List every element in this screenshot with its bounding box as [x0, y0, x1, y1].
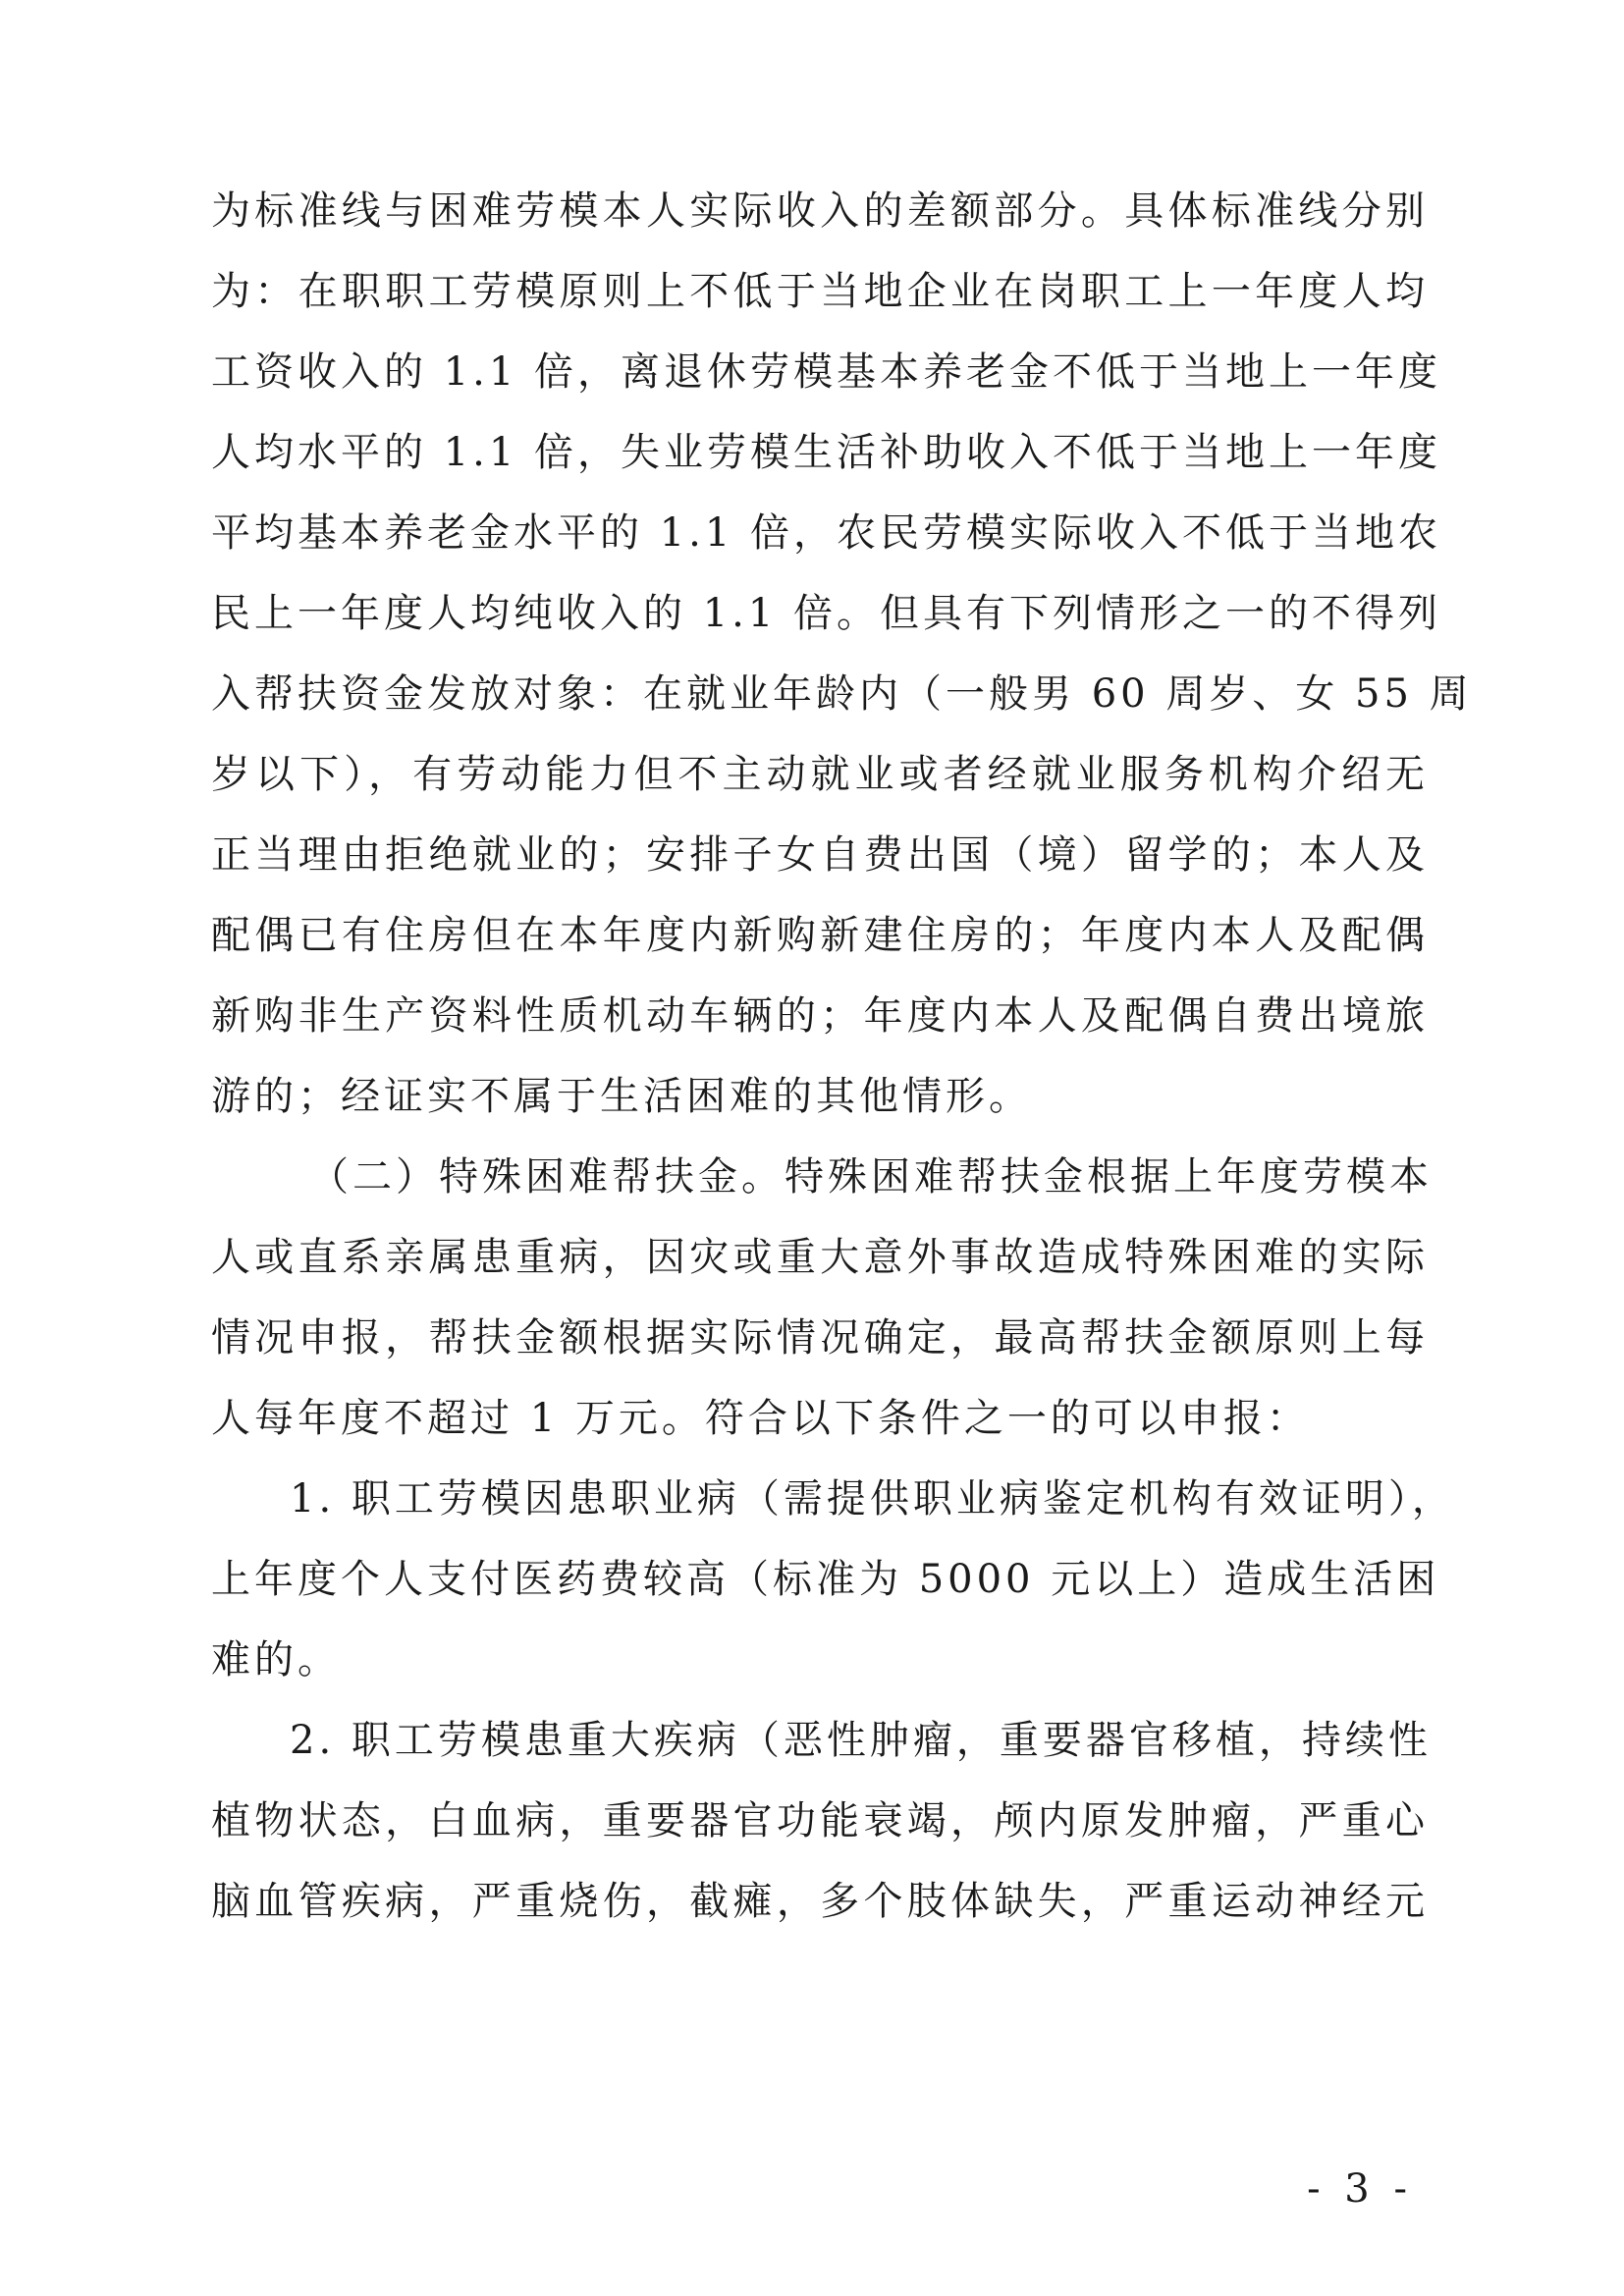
text-line: 人每年度不超过 1 万元。符合以下条件之一的可以申报： — [211, 1396, 1310, 1441]
text-line: 脑血管疾病，严重烧伤，截瘫，多个肢体缺失，严重运动神经元 — [211, 1879, 1429, 1924]
list-item-line: 1. 职工劳模因患职业病（需提供职业病鉴定机构有效证明）， — [290, 1476, 1455, 1522]
text-line: 情况申报，帮扶金额根据实际情况确定，最高帮扶金额原则上每 — [211, 1315, 1429, 1361]
text-line: 配偶已有住房但在本年度内新购新建住房的；年度内本人及配偶 — [211, 913, 1429, 958]
text-line: 为：在职职工劳模原则上不低于当地企业在岗职工上一年度人均 — [211, 269, 1429, 314]
list-item-line: 2. 职工劳模患重大疾病（恶性肿瘤，重要器官移植，持续性 — [290, 1718, 1432, 1763]
text-line: 工资收入的 1.1 倍，离退休劳模基本养老金不低于当地上一年度 — [211, 349, 1442, 395]
text-line: 人或直系亲属患重病，因灾或重大意外事故造成特殊困难的实际 — [211, 1235, 1429, 1280]
text-line: 岁以下），有劳动能力但不主动就业或者经就业服务机构介绍无 — [211, 752, 1429, 797]
section-heading-line: （二）特殊困难帮扶金。特殊困难帮扶金根据上年度劳模本 — [309, 1154, 1433, 1200]
text-line: 新购非生产资料性质机动车辆的；年度内本人及配偶自费出境旅 — [211, 993, 1429, 1039]
text-line: 平均基本养老金水平的 1.1 倍，农民劳模实际收入不低于当地农 — [211, 510, 1442, 556]
text-line: 为标准线与困难劳模本人实际收入的差额部分。具体标准线分别 — [211, 188, 1429, 234]
text-line: 植物状态，白血病，重要器官功能衰竭，颅内原发肿瘤，严重心 — [211, 1798, 1429, 1843]
text-line: 游的；经证实不属于生活困难的其他情形。 — [211, 1074, 1032, 1119]
page-number: - 3 - — [1307, 2166, 1413, 2212]
text-line: 入帮扶资金发放对象：在就业年龄内（一般男 60 周岁、女 55 周 — [211, 671, 1473, 717]
text-line: 上年度个人支付医药费较高（标准为 5000 元以上）造成生活困 — [211, 1557, 1440, 1602]
text-line: 民上一年度人均纯收入的 1.1 倍。但具有下列情形之一的不得列 — [211, 591, 1442, 636]
text-line: 正当理由拒绝就业的；安排子女自费出国（境）留学的；本人及 — [211, 832, 1429, 878]
text-line: 人均水平的 1.1 倍，失业劳模生活补助收入不低于当地上一年度 — [211, 430, 1442, 475]
text-line: 难的。 — [211, 1637, 341, 1682]
